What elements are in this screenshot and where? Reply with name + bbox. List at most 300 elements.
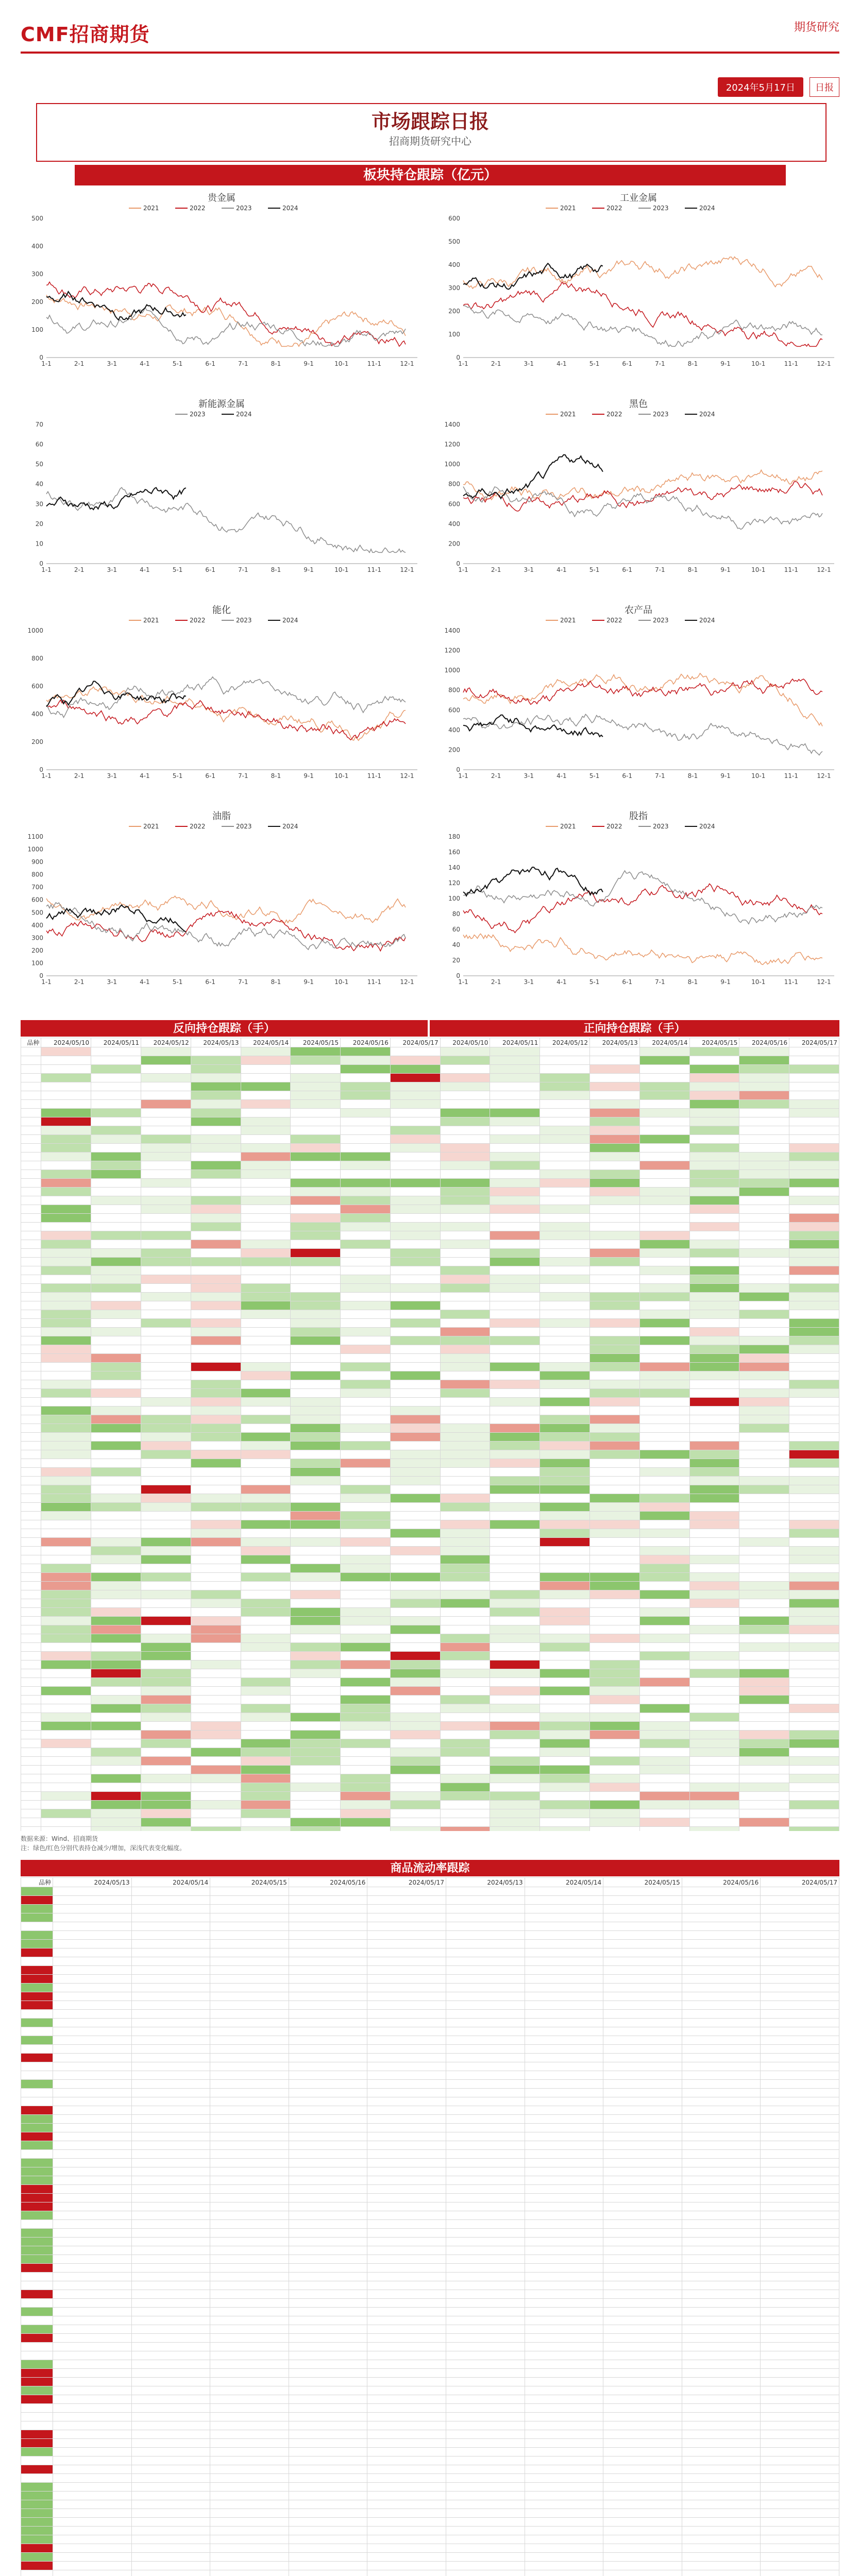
value-cell [341,1223,391,1231]
value-cell [490,1555,540,1564]
table-row [21,2097,839,2106]
value-cell [440,1494,490,1503]
value-cell [289,2527,367,2535]
value-cell [291,1801,341,1809]
value-cell [490,1634,540,1643]
value-cell [390,1766,440,1774]
value-cell [341,1240,391,1249]
value-cell [210,2386,289,2395]
value-cell [131,2071,210,2080]
value-cell [639,1757,689,1766]
value-cell [789,1371,839,1380]
row-label-cell [21,2492,53,2500]
value-cell [761,2167,839,2176]
value-cell [41,1424,91,1433]
value-cell [761,2535,839,2544]
value-cell [639,1573,689,1582]
value-cell [590,1564,640,1573]
table-row [21,2535,839,2544]
value-cell [390,1082,440,1091]
table-row [21,1188,839,1196]
row-label-cell [21,1477,41,1485]
y-tick-label: 0 [39,766,43,773]
value-cell [739,1634,789,1643]
value-cell [141,1617,191,1625]
value-cell [739,1450,789,1459]
y-tick-label: 0 [456,354,460,361]
value-cell [490,1643,540,1652]
row-label-cell [21,2544,53,2553]
value-cell [603,2159,682,2167]
row-label-cell [21,1223,41,1231]
value-cell [241,1704,291,1713]
value-cell [739,1363,789,1371]
value-cell [639,1442,689,1450]
value-cell [191,1406,241,1415]
value-cell [341,1634,391,1643]
table-row [21,1940,839,1948]
value-cell [53,1992,132,2001]
value-cell [682,1887,761,1896]
value-cell [540,1678,590,1687]
value-cell [761,2544,839,2553]
value-cell [191,1547,241,1555]
value-cell [761,1975,839,1984]
value-cell [141,1424,191,1433]
x-tick-label: 3-1 [107,978,117,986]
value-cell [131,2570,210,2576]
value-cell [390,1275,440,1284]
value-cell [490,1065,540,1074]
row-label-cell [21,1345,41,1354]
value-cell [91,1415,141,1424]
x-tick-label: 6-1 [622,360,632,367]
value-cell [761,1984,839,1992]
value-cell [525,2553,603,2562]
value-cell [289,2430,367,2439]
row-label-cell [21,1608,41,1617]
value-cell [241,1188,291,1196]
value-cell [341,1231,391,1240]
value-cell [603,2492,682,2500]
x-tick-label: 12-1 [817,360,831,367]
value-cell [739,1301,789,1310]
value-cell [761,2159,839,2167]
value-cell [540,1538,590,1547]
value-cell [440,1512,490,1520]
value-cell [241,1608,291,1617]
value-cell [41,1564,91,1573]
value-cell [291,1310,341,1319]
value-cell [141,1398,191,1406]
value-cell [367,2386,446,2395]
value-cell [525,1887,603,1896]
value-cell [440,1415,490,1424]
value-cell [440,1713,490,1722]
value-cell [141,1643,191,1652]
table-row [21,2202,839,2211]
value-cell [689,1153,739,1161]
value-cell [490,1284,540,1293]
value-cell [131,2308,210,2316]
value-cell [210,2500,289,2509]
value-cell [789,1704,839,1713]
value-cell [639,1660,689,1669]
table-row [21,1406,839,1415]
legend-label-2021: 2021 [143,823,159,830]
value-cell [367,1957,446,1966]
value-cell [446,2430,525,2439]
value-cell [761,2255,839,2264]
value-cell [341,1205,391,1214]
value-cell [446,2483,525,2492]
value-cell [440,1766,490,1774]
table-row [21,1660,839,1669]
x-tick-label: 1-1 [458,360,468,367]
value-cell [789,1293,839,1301]
value-cell [540,1056,590,1065]
row-label-cell [21,1258,41,1266]
value-cell [367,1913,446,1922]
value-cell [446,2492,525,2500]
value-cell [41,1678,91,1687]
value-cell [761,2570,839,2576]
value-cell [91,1678,141,1687]
value-cell [291,1214,341,1223]
y-tick-label: 800 [448,480,460,488]
value-cell [210,2334,289,2343]
value-cell [603,2194,682,2202]
value-cell [682,1931,761,1940]
value-cell [41,1196,91,1205]
value-cell [682,2264,761,2273]
value-cell [446,2308,525,2316]
value-cell [490,1389,540,1398]
row-label-cell [21,1905,53,1913]
value-cell [789,1827,839,1832]
value-cell [739,1310,789,1319]
value-cell [367,2334,446,2343]
value-cell [490,1450,540,1459]
value-cell [341,1669,391,1678]
value-cell [490,1231,540,1240]
x-tick-label: 12-1 [817,772,831,779]
value-cell [639,1336,689,1345]
value-cell [689,1389,739,1398]
value-cell [241,1170,291,1179]
value-cell [341,1704,391,1713]
value-cell [590,1590,640,1599]
value-cell [446,2132,525,2141]
value-cell [341,1774,391,1783]
legend-label-2022: 2022 [190,617,206,624]
value-cell [367,2492,446,2500]
value-cell [191,1091,241,1100]
value-cell [761,1948,839,1957]
value-cell [789,1284,839,1293]
x-tick-label: 4-1 [557,772,567,779]
value-cell [446,2527,525,2535]
value-cell [41,1336,91,1345]
value-cell [689,1590,739,1599]
x-tick-label: 1-1 [41,566,52,573]
value-cell [91,1529,141,1538]
value-cell [525,2185,603,2194]
value-cell [446,2281,525,2290]
value-cell [540,1091,590,1100]
value-cell [341,1196,391,1205]
x-tick-label: 8-1 [687,360,698,367]
value-cell [367,2150,446,2159]
x-tick-label: 9-1 [303,566,314,573]
value-cell [440,1442,490,1450]
value-cell [446,2010,525,2019]
value-cell [490,1625,540,1634]
value-cell [639,1144,689,1153]
value-cell [41,1223,91,1231]
value-cell [141,1371,191,1380]
row-label-cell [21,1713,41,1722]
value-cell [191,1450,241,1459]
row-label-cell [21,1555,41,1564]
value-cell [540,1669,590,1678]
value-cell [291,1284,341,1293]
table-row [21,1687,839,1696]
value-cell [490,1809,540,1818]
value-cell [525,2010,603,2019]
value-cell [141,1214,191,1223]
value-cell [341,1766,391,1774]
value-cell [682,2544,761,2553]
value-cell [446,2351,525,2360]
row-label-cell [21,2465,53,2474]
value-cell [639,1792,689,1801]
value-cell [53,1975,132,1984]
value-cell [141,1056,191,1065]
value-cell [789,1433,839,1442]
value-cell [141,1660,191,1669]
value-cell [490,1538,540,1547]
row-label-cell [21,1056,41,1065]
value-cell [367,2167,446,2176]
value-cell [191,1468,241,1477]
value-cell [141,1240,191,1249]
value-cell [367,2439,446,2448]
value-cell [446,2202,525,2211]
value-cell [689,1126,739,1135]
x-tick-label: 9-1 [303,360,314,367]
value-cell [191,1117,241,1126]
value-cell [490,1398,540,1406]
value-cell [639,1406,689,1415]
value-cell [639,1801,689,1809]
value-cell [91,1354,141,1363]
value-cell [540,1643,590,1652]
value-cell [289,1948,367,1957]
value-cell [91,1065,141,1074]
value-cell [341,1687,391,1696]
table-row [21,2106,839,2115]
value-cell [367,1984,446,1992]
value-cell [131,2202,210,2211]
value-cell [682,2080,761,2089]
value-cell [540,1231,590,1240]
value-cell [682,2036,761,2045]
table-row [21,2570,839,2576]
value-cell [761,2439,839,2448]
value-cell [289,2185,367,2194]
sector-chart-title: 农产品 [625,605,652,616]
value-cell [789,1739,839,1748]
sector-chart-title: 油脂 [212,811,231,822]
value-cell [446,2421,525,2430]
value-cell [525,2386,603,2395]
table-row [21,2299,839,2308]
value-cell [490,1266,540,1275]
value-cell [440,1082,490,1091]
value-cell [540,1363,590,1371]
value-cell [590,1074,640,1082]
value-cell [761,2080,839,2089]
value-cell [91,1704,141,1713]
value-cell [341,1275,391,1284]
flows-grid [21,1877,839,2576]
value-cell [446,2115,525,2124]
value-cell [682,2492,761,2500]
value-cell [739,1100,789,1109]
row-label-cell [21,1424,41,1433]
value-cell [241,1722,291,1731]
value-cell [789,1555,839,1564]
value-cell [590,1555,640,1564]
value-cell [603,2115,682,2124]
value-cell [789,1065,839,1074]
value-cell [689,1301,739,1310]
value-cell [210,2439,289,2448]
value-cell [446,2185,525,2194]
value-cell [367,2097,446,2106]
value-cell [739,1582,789,1590]
table-row [21,1704,839,1713]
value-cell [639,1363,689,1371]
value-cell [525,1984,603,1992]
value-cell [91,1214,141,1223]
value-cell [440,1739,490,1748]
row-label-cell [21,1731,41,1739]
value-cell [390,1135,440,1144]
value-cell [689,1687,739,1696]
value-cell [41,1459,91,1468]
value-cell [390,1161,440,1170]
value-cell [131,2159,210,2167]
value-cell [53,2264,132,2273]
series-line-2022 [463,282,822,346]
value-cell [390,1774,440,1783]
table-row [21,2246,839,2255]
value-cell [53,2255,132,2264]
value-cell [540,1547,590,1555]
table-row [21,2527,839,2535]
value-cell [590,1082,640,1091]
column-header: 2024/05/13 [446,1878,525,1887]
value-cell [639,1766,689,1774]
row-label-cell [21,1100,41,1109]
value-cell [682,2562,761,2570]
value-cell [367,2527,446,2535]
value-cell [210,2194,289,2202]
sector-chart-0 [21,191,423,376]
value-cell [525,2439,603,2448]
y-tick-label: 200 [448,540,460,548]
value-cell [91,1801,141,1809]
value-cell [490,1223,540,1231]
value-cell [390,1336,440,1345]
value-cell [131,1922,210,1931]
value-cell [289,2019,367,2027]
value-cell [131,1940,210,1948]
value-cell [490,1652,540,1660]
value-cell [739,1617,789,1625]
value-cell [291,1678,341,1687]
value-cell [639,1065,689,1074]
value-cell [141,1529,191,1538]
row-label-cell [21,1389,41,1398]
x-tick-label: 4-1 [557,360,567,367]
table-row [21,2238,839,2246]
value-cell [490,1310,540,1319]
value-cell [191,1590,241,1599]
value-cell [341,1319,391,1328]
value-cell [390,1065,440,1074]
y-tick-label: 0 [39,354,43,361]
value-cell [367,2343,446,2351]
value-cell [91,1485,141,1494]
column-header: 2024/05/14 [241,1038,291,1047]
x-tick-label: 6-1 [622,566,632,573]
value-cell [603,1896,682,1905]
value-cell [191,1625,241,1634]
value-cell [241,1713,291,1722]
value-cell [525,2378,603,2386]
row-label-cell [21,2325,53,2334]
value-cell [191,1555,241,1564]
y-tick-label: 200 [31,946,43,954]
value-cell [639,1310,689,1319]
value-cell [525,2054,603,2062]
value-cell [739,1188,789,1196]
legend-label-2024: 2024 [699,617,715,624]
table-row [21,1984,839,1992]
y-tick-label: 10 [35,540,43,548]
value-cell [390,1284,440,1293]
value-cell [525,2535,603,2544]
value-cell [141,1249,191,1258]
value-cell [191,1433,241,1442]
value-cell [490,1827,540,1832]
value-cell [289,2141,367,2150]
value-cell [341,1547,391,1555]
value-cell [446,1913,525,1922]
value-cell [390,1223,440,1231]
value-cell [689,1783,739,1792]
value-cell [53,2220,132,2229]
value-cell [490,1144,540,1153]
value-cell [739,1573,789,1582]
value-cell [141,1678,191,1687]
value-cell [682,2483,761,2492]
row-label-cell [21,2255,53,2264]
value-cell [241,1293,291,1301]
